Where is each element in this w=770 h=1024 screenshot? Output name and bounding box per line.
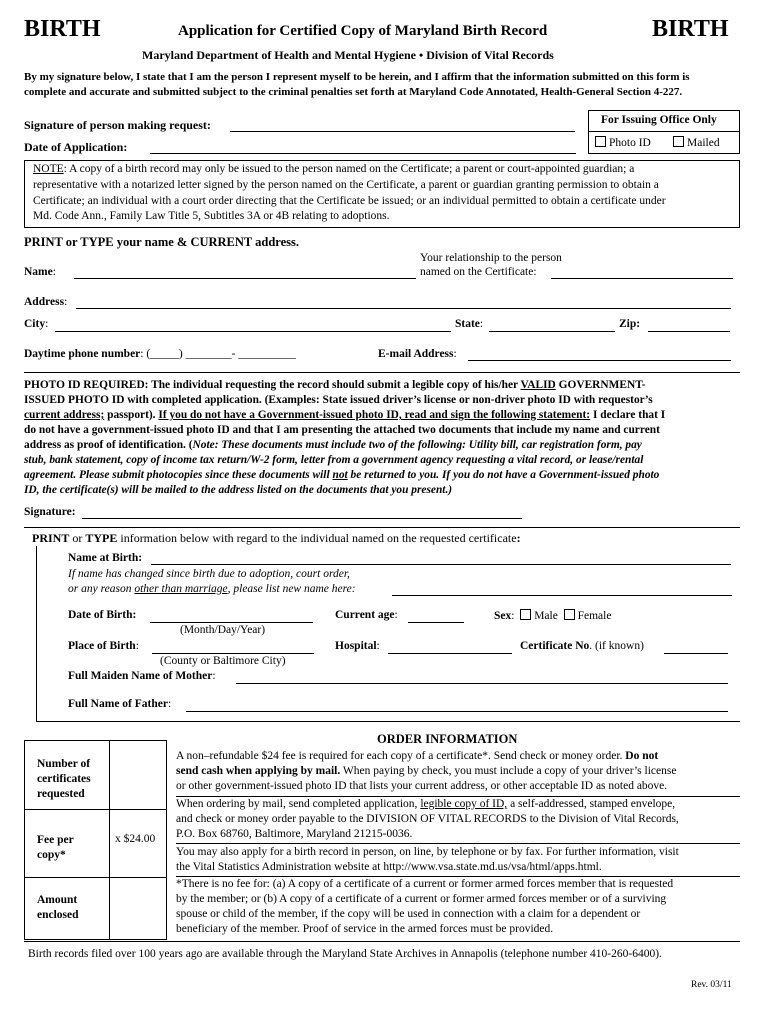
city-label: City: — [24, 318, 49, 330]
id-signature-field[interactable] — [82, 518, 522, 519]
relationship-label-1: Your relationship to the person — [420, 252, 562, 264]
state-label: State: — [455, 318, 484, 330]
certificate-no-label: Certificate No. (if known) — [520, 640, 644, 652]
issuing-office-title: For Issuing Office Only — [601, 114, 717, 126]
mailed-checkbox[interactable] — [673, 136, 684, 147]
photo-id-paragraph: PHOTO ID REQUIRED: The individual requesting the record should submit a legible copy of his/her VALID GOVERNMENT- ISSUED PHOTO ID with completed application. (Examples: State issued driver’s license or non-driver photo ID with requestor’s current address; passport). If you do not have a Government-issued photo ID, read and sign the following statement: I declare that I do not have a government-issued photo ID and that I am presenting the attached two documents that include my name and current address as proof of identification. (Note: These documents must include two of the following: Utility bill, car registration form, pay stub, bank statement, copy of income tax return/W-2 form, letter from a government agency requesting a vital record, or lease/rental agreement. Please submit photocopies since these documents will not be returned to you. If you do not have a Government-issued photo ID, the certificate(s) will be mailed to the address listed on the documents that you present.) — [24, 379, 666, 496]
mother-name-field[interactable] — [236, 683, 728, 684]
zip-label: Zip: — [619, 318, 641, 330]
dob-label: Date of Birth: — [68, 609, 137, 621]
note-line-3: Certificate; an individual with a court order directing that the Certificate be issued; or an individual permitted to obtain a certificate under — [33, 195, 666, 207]
note-box — [24, 160, 740, 228]
relationship-field[interactable] — [551, 278, 733, 279]
applicant-name-field[interactable] — [74, 278, 416, 279]
amount-enclosed-field[interactable] — [111, 879, 165, 937]
fee-paragraph: A non–refundable $24 fee is required for each copy of a certificate*. Send check or money order. Do not send cash when applying by mail. When paying by check, you must include a copy of your driver’s license or other government-issued photo ID that lists your current address, or other acceptable ID as noted above. — [176, 750, 677, 792]
note-line-2: representative with a notarized letter signed by the person named on the Certificate, a parent or guardian granting permission to obtain a — [33, 179, 659, 191]
name-change-hint-1: If name has changed since birth due to adoption, court order, — [68, 568, 350, 580]
photo-id-label: Photo ID — [609, 137, 651, 149]
note-text-1: : A copy of a birth record may only be issued to the person named on the Certificate; a parent or court-appointed guardian; a — [63, 163, 635, 175]
application-date-label: Date of Application: — [24, 140, 128, 154]
fee-per-copy-label: Fee per copy* — [37, 834, 74, 861]
online-paragraph: You may also apply for a birth record in person, on line, by telephone or by fax. For further information, visit the Vital Statistics Administration website at http://www.vsa.state.md.us/vsa/html/apps.html. — [176, 846, 679, 873]
phone-label: Daytime phone number: (_____) ________- __________ — [24, 348, 296, 360]
hospital-field[interactable] — [388, 653, 512, 654]
order-table-row-divider-2 — [25, 877, 166, 878]
male-checkbox[interactable] — [520, 609, 531, 620]
section-divider-3 — [36, 721, 740, 722]
revision-label: Rev. 03/11 — [691, 980, 732, 990]
zip-field[interactable] — [648, 331, 730, 332]
section-divider-1 — [24, 372, 740, 373]
order-table-row-divider-1 — [25, 809, 166, 810]
department-name: Maryland Department of Health and Mental Hygiene — [142, 48, 416, 62]
applicant-heading: PRINT or TYPE your name & CURRENT address. — [24, 235, 300, 249]
mailed-label: Mailed — [687, 137, 720, 149]
requester-signature-field[interactable] — [230, 131, 575, 132]
office-divider — [589, 131, 739, 132]
birth-tag-right: BIRTH — [652, 16, 729, 42]
name-at-birth-label: Name at Birth: — [68, 552, 143, 564]
email-label: E-mail Address: — [378, 348, 457, 360]
order-table-column-divider — [109, 741, 110, 939]
mailed-option[interactable] — [673, 136, 720, 149]
mother-name-label: Full Maiden Name of Mother: — [68, 670, 216, 682]
affirmation-line-1: By my signature below, I state that I am the person I represent myself to be herein, and I affirm that the information submitted on this form is — [24, 71, 690, 83]
pob-field[interactable] — [152, 653, 314, 654]
amount-enclosed-label: Amount enclosed — [37, 894, 79, 921]
certificate-no-field[interactable] — [664, 653, 728, 654]
requester-signature-label: Signature of person making request: — [24, 118, 211, 132]
name-at-birth-field[interactable] — [151, 564, 731, 565]
note-label: NOTE — [33, 163, 64, 175]
applicant-name-label: Name: — [24, 266, 56, 278]
female-checkbox[interactable] — [564, 609, 575, 620]
mail-paragraph: When ordering by mail, send completed application, legible copy of ID, a self-addressed, stamped envelope, and check or money order payable to the DIVISION OF VITAL RECORDS to the Division of Vital Records, P.O. Box 68760, Baltimore, Maryland 21215-0036. — [176, 798, 679, 840]
division-name: Division of Vital Records — [426, 48, 554, 62]
dob-hint: (Month/Day/Year) — [180, 624, 266, 636]
male-option[interactable]: Male — [520, 610, 558, 622]
fee-exemption-paragraph: *There is no fee for: (a) A copy of a certificate of a current or former armed forces member that is requested by the member; or (b) A copy of a certificate of a current or former armed forces member or of a surviving spouse or child of the member, if the copy will be used in connection with a claim for a dependent or beneficiary of the member. Proof of service in the armed forces must be provided. — [176, 878, 674, 935]
name-change-hint-2: or any reason other than marriage, please list new name here: — [68, 583, 356, 595]
fee-per-copy-value: x $24.00 — [115, 833, 156, 845]
address-field[interactable] — [76, 308, 731, 309]
birth-tag-left: BIRTH — [24, 16, 101, 42]
note-line-4: Md. Code Ann., Family Law Title 5, Subtitles 3A or 4B relating to adoptions. — [33, 210, 390, 222]
email-field[interactable] — [468, 360, 731, 361]
current-age-field[interactable] — [408, 622, 464, 623]
number-requested-label: Number of certificates requested — [37, 758, 91, 800]
form-title: Application for Certified Copy of Maryland Birth Record — [178, 23, 548, 39]
issuing-office-box — [588, 110, 740, 154]
relationship-label-2: named on the Certificate: — [420, 266, 537, 278]
state-field[interactable] — [489, 331, 615, 332]
pob-label: Place of Birth: — [68, 640, 139, 652]
id-signature-label: Signature: — [24, 506, 76, 518]
photo-id-checkbox[interactable] — [595, 136, 606, 147]
hospital-label: Hospital: — [335, 640, 380, 652]
section-divider-2 — [24, 527, 740, 528]
female-option[interactable]: Female — [564, 610, 612, 622]
affirmation-line-2: complete and accurate and submitted subject to the criminal penalties set forth at Maryland Code Annotated, Health-General Section 4-227. — [24, 86, 683, 98]
number-requested-field[interactable] — [111, 743, 165, 807]
form-subtitle — [142, 48, 554, 63]
address-label: Address: — [24, 296, 68, 308]
phone-format[interactable]: : (_____) ________- __________ — [140, 348, 296, 360]
current-age-label: Current age: — [335, 609, 398, 621]
note-line-1 — [33, 163, 634, 175]
order-heading: ORDER INFORMATION — [377, 732, 518, 746]
pob-hint: (County or Baltimore City) — [160, 655, 286, 667]
sex-group: Sex: Male Female — [494, 610, 612, 622]
application-date-field[interactable] — [150, 153, 576, 154]
dob-field[interactable] — [150, 622, 313, 623]
order-divider-2 — [176, 843, 740, 844]
archives-note: Birth records filed over 100 years ago are available through the Maryland State Archives in Annapolis (telephone number 410-260-6400). — [28, 948, 662, 960]
section-divider-4 — [24, 941, 740, 942]
order-table — [24, 740, 167, 940]
bullet-separator: • — [418, 48, 424, 62]
new-name-field[interactable] — [392, 595, 732, 596]
father-name-field[interactable] — [186, 711, 728, 712]
father-name-label: Full Name of Father: — [68, 698, 172, 710]
city-field[interactable] — [55, 331, 451, 332]
photo-id-option[interactable] — [595, 136, 651, 149]
registrant-left-rule — [36, 546, 37, 722]
registrant-intro: PRINT or TYPE information below with regard to the individual named on the requested certificate: — [32, 531, 521, 545]
